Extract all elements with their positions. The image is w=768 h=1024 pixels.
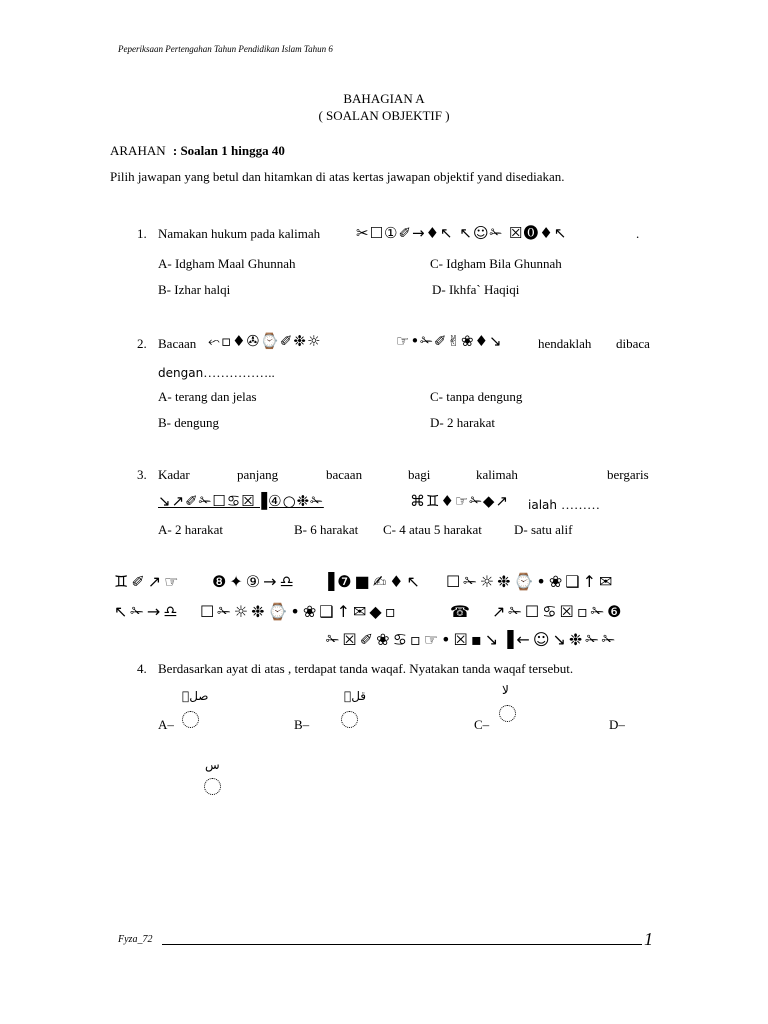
q4-text: Berdasarkan ayat di atas , terdapat tanda waqaf. Nyatakan tanda waqaf tersebut.	[158, 661, 574, 676]
q3-word-panjang: panjang	[237, 467, 279, 482]
q3-number: 3.	[137, 467, 147, 482]
q3-symbols-2: ⌘♊♦☞✁◆↗	[410, 492, 510, 510]
page-header: Peperiksaan Pertengahan Tahun Pendidikan Islam Tahun 6	[118, 44, 333, 54]
dash-icon: –	[482, 717, 490, 732]
q2-symbols-2: ☞•✁✐✌❀♦↘	[396, 332, 503, 350]
verse-line2-word1: ↖✁→♎	[114, 602, 181, 621]
verse-line2-word3: ☎	[450, 602, 473, 621]
q1-option-a[interactable]: A- Idgham Maal Ghunnah	[158, 256, 296, 271]
q4-option-c-letter: C	[474, 717, 483, 732]
verse-line1-word1: ♊✐↗☞	[114, 572, 182, 591]
dash-icon: –	[167, 717, 174, 732]
instruction-text: Pilih jawapan yang betul dan hitamkan di atas kertas jawapan objektif yand disediakan.	[110, 169, 565, 184]
q4-option-c-dotted-circle	[499, 705, 516, 722]
q3-word-bacaan: bacaan	[326, 467, 363, 482]
q1-option-b[interactable]: B- Izhar halqi	[158, 282, 231, 297]
section-subtitle: ( SOALAN OBJEKTIF )	[318, 108, 450, 123]
q3-word-kadar: Kadar	[158, 467, 190, 482]
q2-symbols-1: ⬿▫♦✇⌚✐❉☼	[208, 332, 322, 350]
q4-option-d-waqaf-mark: س	[205, 758, 220, 772]
verse-line2-word2: ☐✁☼❉⌚•❀❑↑✉◆▫	[200, 602, 399, 621]
q1-end: .	[636, 226, 640, 241]
q4-option-d[interactable]	[609, 717, 625, 733]
q4-option-c[interactable]	[474, 717, 489, 733]
page-number: 1	[644, 929, 653, 949]
q4-option-a-waqaf-mark: صلۖ	[182, 689, 209, 703]
q3-symbols-underlined: ↘↗✐✁☐♋☒▐④○❉✁	[158, 492, 324, 510]
q2-option-d[interactable]: D- 2 harakat	[430, 415, 495, 430]
q2-option-a[interactable]: A- terang dan jelas	[158, 389, 257, 404]
q2-number: 2.	[137, 336, 147, 351]
q4-option-b-waqaf-mark: قلۗ	[344, 689, 367, 703]
verse-line1-word4: ☐✁☼❉⌚•❀❑↑✉	[446, 572, 616, 591]
q1-option-d[interactable]: D- Ikhfa` Haqiqi	[432, 282, 520, 297]
q4-option-d-letter: D	[609, 717, 619, 732]
q1-option-c[interactable]: C- Idgham Bila Ghunnah	[430, 256, 562, 271]
q2-word-bacaan: Bacaan	[158, 336, 197, 351]
q2-word-dibaca: dibaca	[616, 336, 650, 351]
q3-option-d[interactable]: D- satu alif	[514, 522, 573, 537]
q2-option-c[interactable]: C- tanpa dengung	[430, 389, 523, 404]
q3-word-bergaris: bergaris	[607, 467, 649, 482]
q4-option-b-dotted-circle	[341, 711, 358, 728]
instruction-label: ARAHAN	[110, 143, 166, 158]
footer-rule	[162, 944, 642, 945]
q3-dots: ………	[560, 497, 600, 512]
q3-option-a[interactable]: A- 2 harakat	[158, 522, 223, 537]
instruction-heading	[110, 143, 285, 159]
q2-line2	[158, 364, 275, 382]
q4-option-b[interactable]	[294, 717, 309, 733]
section-title: BAHAGIAN A	[343, 91, 425, 106]
q2-word-dengan: dengan	[158, 366, 204, 380]
q3-end	[528, 496, 600, 514]
q3-word-bagi: bagi	[408, 467, 431, 482]
q3-word-ialah: ialah	[528, 498, 557, 512]
q2-option-b[interactable]: B- dengung	[158, 415, 220, 430]
q3-word-kalimah: kalimah	[476, 467, 518, 482]
verse-line1-word3: ▐❼■✍♦↖	[322, 572, 423, 591]
q3-option-b[interactable]: B- 6 harakat	[294, 522, 359, 537]
q4-option-b-letter: B	[294, 717, 303, 732]
q4-option-a-dotted-circle	[182, 711, 199, 728]
verse-line3: ✁☒✐❀♋▫☞•☒▪↘▐←☺↘❉✁✁	[326, 630, 619, 649]
q1-number: 1.	[137, 226, 147, 241]
instruction-range: : Soalan 1 hingga 40	[172, 143, 285, 158]
q1-arabic-symbols: ✂☐①✐→♦↖ ↖☺✁ ☒⓿♦↖	[356, 224, 568, 242]
verse-line2-word4: ↗✁☐♋☒▫✁❻	[492, 602, 625, 621]
q4-option-a[interactable]	[158, 717, 174, 733]
footer-author: Fyza_72	[118, 934, 153, 945]
q4-option-c-waqaf-mark: لا	[502, 683, 509, 697]
q4-number: 4.	[137, 661, 147, 676]
verse-line1-word2: ❽✦⑨→♎	[212, 572, 297, 591]
dash-icon: –	[618, 717, 625, 732]
q4-option-d-dotted-circle	[204, 778, 221, 795]
q4-option-a-letter: A	[158, 717, 168, 732]
dash-icon: –	[302, 717, 310, 732]
q1-text: Namakan hukum pada kalimah	[158, 226, 321, 241]
q2-word-hendaklah: hendaklah	[538, 336, 592, 351]
q2-dots: ……………..	[203, 365, 275, 380]
q3-option-c[interactable]: C- 4 atau 5 harakat	[383, 522, 482, 537]
